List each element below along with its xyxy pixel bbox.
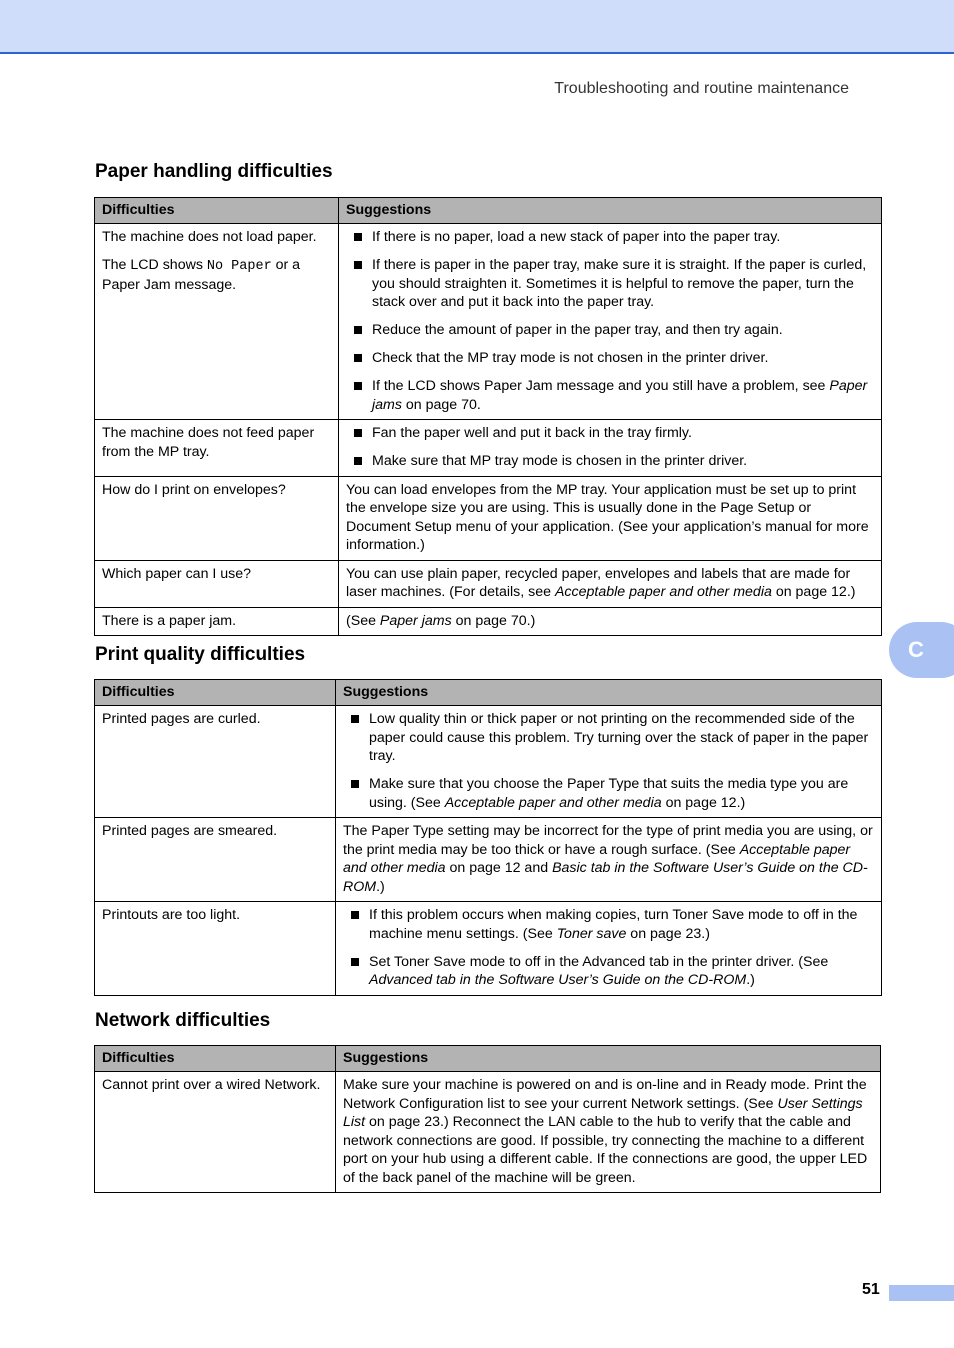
cross-reference-link[interactable]: Paper jams <box>379 612 452 629</box>
header-band <box>0 0 954 54</box>
bullet-square-icon <box>351 715 359 723</box>
section-title-print-quality: Print quality difficulties <box>95 644 306 665</box>
table-row <box>95 706 882 818</box>
table-row <box>95 902 882 996</box>
page-number: 51 <box>862 1281 880 1298</box>
difficulty-cell: The machine does not feed paper from the MP tray. <box>95 420 339 477</box>
list-item: If there is paper in the paper tray, make sure it is straight. If the paper is curled, you should straighten it. Sometimes it is helpful to remove the paper, turn the stack over and put it back into the paper tray. <box>346 256 874 312</box>
section-title-paper-handling: Paper handling difficulties <box>95 161 333 182</box>
suggestion-cell: You can load envelopes from the MP tray. Your application must be set up to print the envelope size you are using. This is usually done in the Page Setup or Document Setup menu of your application. (See your application’s manual for more information.) <box>339 476 882 560</box>
column-header-difficulties: Difficulties <box>95 680 336 706</box>
suggestion-cell: Make sure your machine is powered on and is on-line and in Ready mode. Print the Network Configuration list to see your current Network settings. (See User Settings List on page 23.) Reconnect the LAN cable to the hub to verify that the cable and network connections are good. If possible, try connecting the machine to a different port on your hub using a different cable. If the connections are good, the upper LED of the back panel of the machine will be green. <box>336 1072 881 1193</box>
cross-reference-link[interactable]: Acceptable paper and other media <box>444 794 662 811</box>
network-table <box>94 1045 881 1193</box>
print-quality-table <box>94 679 882 996</box>
table-row <box>95 818 882 902</box>
bullet-square-icon <box>354 429 362 437</box>
difficulty-text: The machine does not load paper. <box>102 229 317 245</box>
list-item: Check that the MP tray mode is not chosen in the printer driver. <box>346 349 874 368</box>
difficulty-text: The LCD shows No Paper or a Paper Jam message. <box>102 256 301 293</box>
list-item: Reduce the amount of paper in the paper tray, and then try again. <box>346 321 874 340</box>
list-item: Set Toner Save mode to off in the Advanced tab in the printer driver. (See Advanced tab in the Software User’s Guide on the CD-ROM.) <box>343 953 874 990</box>
column-header-suggestions: Suggestions <box>336 1046 881 1072</box>
suggestion-cell: You can use plain paper, recycled paper, envelopes and labels that are made for laser machines. (For details, see Acceptable paper and other media on page 12.) <box>339 560 882 607</box>
column-header-difficulties: Difficulties <box>95 198 339 224</box>
suggestion-cell <box>336 706 882 818</box>
list-item: If this problem occurs when making copies, turn Toner Save mode to off in the machine menu settings. (See Toner save on page 23.) <box>343 906 874 943</box>
section-title-network: Network difficulties <box>95 1010 271 1031</box>
table-row <box>95 560 882 607</box>
table-row <box>95 420 882 477</box>
column-header-difficulties: Difficulties <box>95 1046 336 1072</box>
suggestion-cell: The Paper Type setting may be incorrect for the type of print media you are using, or the print media may be too thick or have a rough surface. (See Acceptable paper and other media on page 12 and Basic tab in the Software User’s Guide on the CD-ROM.) <box>336 818 882 902</box>
list-item: Low quality thin or thick paper or not printing on the recommended side of the paper could cause this problem. Try turning over the stack of paper in the paper tray. <box>343 710 874 766</box>
difficulty-cell: How do I print on envelopes? <box>95 476 339 560</box>
list-item: If there is no paper, load a new stack of paper into the paper tray. <box>346 228 874 247</box>
bullet-square-icon <box>354 261 362 269</box>
cross-reference-link[interactable]: Acceptable paper and other media <box>554 584 772 600</box>
paper-handling-table <box>94 197 882 636</box>
cross-reference-link[interactable]: Advanced tab in the Software User’s Guide on the CD-ROM <box>369 972 747 988</box>
list-item: Make sure that you choose the Paper Type that suits the media type you are using. (See Acceptable paper and other media on page 12.) <box>343 775 874 812</box>
suggestion-cell <box>339 224 882 420</box>
suggestion-cell <box>336 902 882 996</box>
cross-reference-link[interactable]: User Settings List <box>343 1095 863 1130</box>
lcd-message: No Paper <box>206 258 272 274</box>
list-item: Make sure that MP tray mode is chosen in the printer driver. <box>346 452 874 471</box>
bullet-square-icon <box>351 911 359 919</box>
column-header-suggestions: Suggestions <box>339 198 882 224</box>
bullet-square-icon <box>354 354 362 362</box>
difficulty-cell: Cannot print over a wired Network. <box>95 1072 336 1193</box>
cross-reference-link[interactable]: Toner save <box>556 925 627 942</box>
bullet-square-icon <box>354 457 362 465</box>
difficulty-cell: Printed pages are smeared. <box>95 818 336 902</box>
difficulty-cell: Printed pages are curled. <box>95 706 336 818</box>
cross-reference-link[interactable]: Basic tab in the Software User’s Guide on the CD-ROM <box>343 860 868 895</box>
table-row <box>95 607 882 636</box>
table-header-row <box>95 680 882 706</box>
table-row <box>95 1072 881 1193</box>
chapter-letter: C <box>908 637 924 662</box>
table-row <box>95 476 882 560</box>
bullet-square-icon <box>351 958 359 966</box>
bullet-square-icon <box>354 326 362 334</box>
difficulty-cell: Printouts are too light. <box>95 902 336 996</box>
table-row <box>95 224 882 420</box>
difficulty-cell: Which paper can I use? <box>95 560 339 607</box>
difficulty-cell: There is a paper jam. <box>95 607 339 636</box>
bullet-square-icon <box>354 233 362 241</box>
bullet-square-icon <box>351 780 359 788</box>
column-header-suggestions: Suggestions <box>336 680 882 706</box>
suggestion-cell <box>339 420 882 477</box>
running-header: Troubleshooting and routine maintenance <box>554 80 849 97</box>
page-number-bar <box>889 1285 954 1301</box>
list-item: If the LCD shows Paper Jam message and you still have a problem, see Paper jams on page 70. <box>346 377 874 414</box>
chapter-tab <box>889 622 954 678</box>
list-item: Fan the paper well and put it back in the tray firmly. <box>346 424 874 443</box>
cross-reference-link[interactable]: Acceptable paper and other media <box>343 841 851 876</box>
table-header-row <box>95 1046 881 1072</box>
suggestion-cell: (See Paper jams on page 70.) <box>339 607 882 636</box>
cross-reference-link[interactable]: Paper jams <box>372 378 868 413</box>
difficulty-cell <box>95 224 339 420</box>
table-header-row <box>95 198 882 224</box>
bullet-square-icon <box>354 382 362 390</box>
